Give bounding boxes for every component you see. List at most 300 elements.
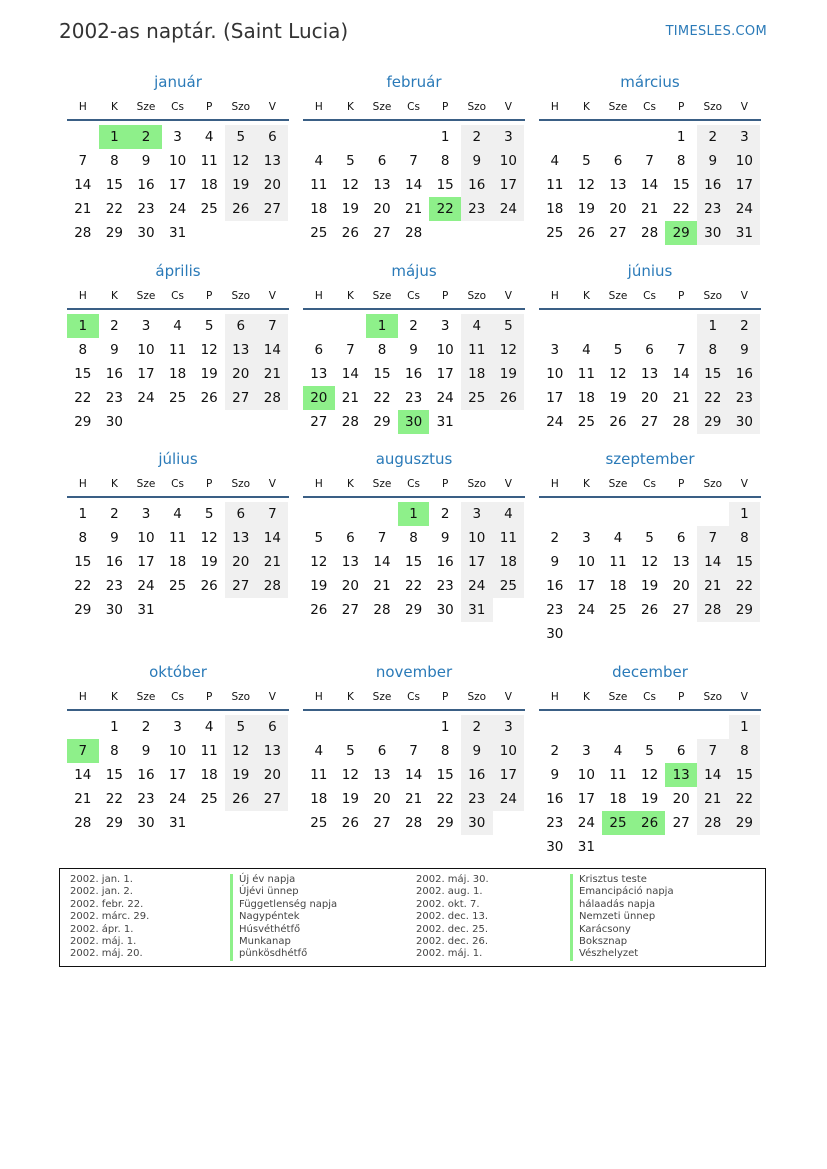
legend-date: 2002. dec. 25.	[416, 923, 489, 935]
day-cell: 7	[409, 743, 418, 759]
month-name: április	[155, 262, 201, 280]
day-cell: 16	[404, 366, 423, 382]
day-cell: 29	[74, 414, 92, 430]
day-cell: 8	[377, 342, 387, 358]
day-grid	[303, 314, 525, 434]
day-cell: 5	[225, 715, 257, 739]
day-cell: 6	[613, 153, 623, 169]
month-1	[303, 70, 525, 245]
empty-cell	[697, 715, 729, 739]
day-cell: 21	[640, 201, 659, 217]
legend-date: 2002. máj. 30.	[416, 874, 489, 885]
day-cell: 11	[461, 338, 493, 362]
day-cell: 2	[461, 125, 493, 149]
day-cell: 10	[137, 342, 155, 358]
day-cell: 20	[225, 550, 257, 574]
weekday-header	[303, 685, 525, 711]
weekday-label: Cs	[643, 478, 656, 490]
weekday-label: Szo	[703, 101, 723, 113]
day-cell: 8	[110, 743, 119, 759]
day-cell: 25	[546, 225, 564, 241]
day-cell: 27	[341, 602, 359, 618]
month-4	[303, 259, 525, 434]
day-cell: 7	[78, 153, 88, 169]
legend-holiday-name: Nagypéntek	[230, 911, 300, 923]
day-cell: 28	[341, 414, 359, 430]
day-cell: 28	[697, 811, 729, 835]
day-cell: 1	[729, 502, 761, 526]
day-cell: 20	[672, 791, 690, 807]
day-cell: 6	[377, 153, 387, 169]
day-cell: 3	[173, 129, 182, 145]
day-cell: 6	[257, 715, 289, 739]
weekday-label: Cs	[407, 478, 420, 490]
weekday-label: Cs	[171, 478, 184, 490]
weekday-label: Szo	[467, 290, 487, 302]
legend-date: 2002. okt. 7.	[416, 898, 480, 910]
empty-cell	[571, 314, 603, 338]
day-cell: 7	[676, 342, 686, 358]
empty-cell	[67, 125, 99, 149]
legend-date: 2002. ápr. 1.	[70, 923, 134, 935]
day-grid	[539, 125, 761, 245]
weekday-label: H	[314, 101, 323, 113]
day-cell: 1	[78, 506, 88, 522]
day-cell: 9	[110, 342, 119, 358]
day-cell: 12	[310, 554, 328, 570]
day-cell: 3	[582, 530, 591, 546]
day-cell: 30	[729, 410, 761, 434]
day-cell: 1	[99, 125, 131, 149]
day-cell: 23	[546, 602, 564, 618]
weekday-label: V	[740, 101, 748, 113]
weekday-label: P	[678, 290, 685, 302]
day-cell: 18	[310, 201, 328, 217]
day-cell: 10	[493, 739, 525, 763]
day-cell: 31	[461, 598, 493, 622]
empty-cell	[571, 715, 603, 739]
day-cell: 22	[74, 390, 92, 406]
day-cell: 24	[577, 815, 595, 831]
weekday-header	[539, 284, 761, 310]
day-cell: 19	[493, 362, 525, 386]
day-cell: 29	[665, 221, 697, 245]
weekday-label: P	[206, 290, 213, 302]
day-cell: 22	[697, 386, 729, 410]
day-cell: 19	[341, 791, 359, 807]
day-cell: 8	[697, 338, 729, 362]
day-cell: 17	[493, 173, 525, 197]
day-cell: 26	[200, 578, 218, 594]
weekday-header	[303, 284, 525, 310]
day-cell: 23	[404, 390, 423, 406]
day-cell: 27	[225, 574, 257, 598]
day-cell: 15	[105, 767, 123, 783]
day-cell: 27	[373, 225, 391, 241]
legend-holiday-name: hálaadás napja	[570, 899, 655, 911]
weekday-label: Szo	[231, 101, 251, 113]
day-cell: 11	[200, 743, 218, 759]
day-cell: 19	[640, 578, 659, 594]
day-cell: 4	[461, 314, 493, 338]
day-cell: 27	[672, 815, 690, 831]
day-cell: 28	[697, 598, 729, 622]
weekday-label: P	[206, 478, 213, 490]
day-cell: 20	[373, 201, 391, 217]
day-cell: 2	[729, 314, 761, 338]
day-cell: 6	[314, 342, 324, 358]
empty-cell	[602, 314, 634, 338]
day-cell: 27	[310, 414, 328, 430]
day-cell: 17	[137, 554, 155, 570]
day-cell: 12	[577, 177, 595, 193]
weekday-label: Sze	[136, 290, 156, 302]
day-cell: 10	[729, 149, 761, 173]
day-cell: 10	[168, 153, 187, 169]
day-cell: 14	[74, 767, 92, 783]
day-cell: 21	[341, 390, 359, 406]
month-name: november	[375, 663, 453, 681]
empty-cell	[335, 502, 367, 526]
weekday-label: V	[504, 478, 512, 490]
legend-holiday-name: Krisztus teste	[570, 874, 647, 886]
weekday-label: V	[740, 290, 748, 302]
day-cell: 23	[137, 201, 155, 217]
day-cell: 17	[137, 366, 155, 382]
day-cell: 18	[200, 177, 218, 193]
weekday-label: K	[110, 290, 118, 302]
day-grid	[67, 314, 289, 434]
day-cell: 28	[404, 225, 423, 241]
day-cell: 1	[440, 719, 450, 735]
weekday-label: K	[110, 478, 118, 490]
day-cell: 10	[577, 554, 595, 570]
day-cell: 18	[168, 366, 187, 382]
day-cell: 29	[729, 811, 761, 835]
legend-holiday-name: Nemzeti ünnep	[570, 911, 655, 923]
day-cell: 22	[729, 787, 761, 811]
day-cell: 8	[729, 526, 761, 550]
weekday-label: V	[740, 478, 748, 490]
day-cell: 16	[137, 767, 155, 783]
day-cell: 15	[404, 554, 423, 570]
day-cell: 10	[493, 149, 525, 173]
day-cell: 15	[373, 366, 391, 382]
weekday-label: V	[504, 290, 512, 302]
day-cell: 13	[257, 739, 289, 763]
day-cell: 8	[409, 530, 418, 546]
day-cell: 5	[493, 314, 525, 338]
day-cell: 25	[168, 390, 187, 406]
weekday-header	[67, 472, 289, 498]
day-cell: 26	[341, 815, 359, 831]
day-cell: 5	[225, 125, 257, 149]
day-cell: 12	[341, 177, 359, 193]
empty-cell	[303, 314, 335, 338]
empty-cell	[665, 314, 697, 338]
day-cell: 21	[74, 201, 92, 217]
day-grid	[303, 125, 525, 245]
day-cell: 29	[729, 598, 761, 622]
weekday-label: Cs	[171, 691, 184, 703]
weekday-label: K	[582, 290, 590, 302]
weekday-label: H	[550, 290, 559, 302]
month-name: március	[620, 73, 680, 91]
day-cell: 14	[257, 338, 289, 362]
day-cell: 6	[346, 530, 355, 546]
day-cell: 16	[729, 362, 761, 386]
day-cell: 16	[697, 173, 729, 197]
weekday-label: Szo	[703, 691, 723, 703]
day-cell: 8	[729, 739, 761, 763]
day-cell: 30	[697, 221, 729, 245]
weekday-label: Sze	[136, 101, 156, 113]
day-cell: 16	[436, 554, 454, 570]
day-cell: 8	[440, 153, 450, 169]
weekday-label: K	[582, 101, 590, 113]
day-cell: 7	[645, 153, 654, 169]
weekday-header	[539, 472, 761, 498]
day-cell: 24	[493, 197, 525, 221]
day-cell: 19	[200, 554, 218, 570]
empty-cell	[634, 125, 666, 149]
day-cell: 18	[577, 390, 595, 406]
month-name: október	[149, 663, 207, 681]
day-cell: 29	[105, 225, 123, 241]
brand-link[interactable]: TIMESLES.COM	[665, 24, 767, 39]
day-cell: 13	[225, 338, 257, 362]
day-cell: 20	[672, 578, 690, 594]
day-cell: 12	[225, 739, 257, 763]
weekday-header	[539, 685, 761, 711]
day-cell: 14	[672, 366, 690, 382]
weekday-label: K	[582, 478, 590, 490]
day-cell: 19	[577, 201, 595, 217]
empty-cell	[335, 125, 367, 149]
day-cell: 20	[257, 173, 289, 197]
legend-holiday-name: Vészhelyzet	[570, 948, 638, 960]
weekday-label: H	[78, 290, 87, 302]
day-cell: 1	[697, 314, 729, 338]
day-cell: 23	[436, 578, 454, 594]
weekday-label: K	[346, 478, 354, 490]
weekday-label: V	[268, 691, 276, 703]
page-title: 2002-as naptár. (Saint Lucia)	[59, 19, 349, 43]
day-cell: 3	[461, 502, 493, 526]
day-cell: 6	[676, 530, 686, 546]
day-cell: 25	[200, 791, 218, 807]
empty-cell	[602, 502, 634, 526]
day-cell: 24	[577, 602, 595, 618]
day-cell: 9	[461, 149, 493, 173]
day-cell: 3	[173, 719, 182, 735]
day-cell: 29	[404, 602, 423, 618]
day-cell: 26	[609, 414, 627, 430]
day-cell: 25	[310, 225, 328, 241]
empty-cell	[539, 314, 571, 338]
day-cell: 2	[550, 743, 560, 759]
weekday-label: H	[78, 691, 87, 703]
day-cell: 2	[697, 125, 729, 149]
weekday-label: Szo	[467, 478, 487, 490]
day-cell: 2	[461, 715, 493, 739]
day-cell: 23	[697, 197, 729, 221]
day-cell: 22	[436, 791, 454, 807]
day-cell: 12	[200, 342, 218, 358]
day-cell: 12	[640, 554, 659, 570]
legend-holiday-name: Karácsony	[570, 924, 631, 936]
day-cell: 9	[729, 338, 761, 362]
weekday-header	[303, 472, 525, 498]
day-cell: 20	[373, 791, 391, 807]
empty-cell	[303, 502, 335, 526]
day-cell: 17	[168, 177, 187, 193]
day-grid	[539, 715, 761, 859]
weekday-label: Cs	[407, 691, 420, 703]
day-cell: 21	[74, 791, 92, 807]
day-cell: 6	[257, 125, 289, 149]
empty-cell	[303, 715, 335, 739]
weekday-label: Cs	[171, 101, 184, 113]
day-cell: 6	[377, 743, 387, 759]
weekday-label: P	[442, 290, 449, 302]
day-cell: 3	[550, 342, 560, 358]
legend-holiday-name: Emancipáció napja	[570, 886, 674, 898]
day-cell: 26	[225, 787, 257, 811]
day-cell: 24	[168, 201, 187, 217]
day-cell: 9	[409, 342, 418, 358]
day-cell: 8	[676, 153, 686, 169]
day-cell: 25	[609, 602, 627, 618]
weekday-label: Sze	[372, 478, 392, 490]
day-cell: 8	[78, 530, 88, 546]
day-cell: 9	[550, 767, 560, 783]
day-cell: 15	[729, 763, 761, 787]
day-cell: 15	[74, 366, 92, 382]
day-grid	[303, 715, 525, 835]
weekday-label: Cs	[407, 290, 420, 302]
day-cell: 4	[582, 342, 591, 358]
day-cell: 31	[137, 602, 155, 618]
day-cell: 14	[257, 526, 289, 550]
weekday-label: H	[550, 101, 559, 113]
weekday-label: K	[346, 691, 354, 703]
empty-cell	[303, 125, 335, 149]
empty-cell	[571, 125, 603, 149]
day-cell: 14	[697, 763, 729, 787]
day-cell: 12	[341, 767, 359, 783]
day-cell: 30	[137, 225, 155, 241]
day-cell: 25	[310, 815, 328, 831]
day-cell: 21	[697, 574, 729, 598]
month-name: május	[391, 262, 437, 280]
day-cell: 4	[613, 530, 623, 546]
day-cell: 7	[67, 739, 99, 763]
empty-cell	[398, 715, 430, 739]
day-cell: 29	[436, 815, 454, 831]
day-cell: 1	[729, 715, 761, 739]
day-cell: 2	[550, 530, 560, 546]
day-cell: 9	[141, 743, 151, 759]
empty-cell	[634, 502, 666, 526]
weekday-header	[67, 95, 289, 121]
day-cell: 22	[404, 578, 423, 594]
weekday-label: V	[504, 101, 512, 113]
month-7	[303, 447, 525, 622]
legend-date: 2002. aug. 1.	[416, 886, 483, 898]
day-cell: 28	[672, 414, 690, 430]
legend-date: 2002. dec. 26.	[416, 936, 489, 947]
day-cell: 28	[74, 815, 92, 831]
weekday-label: Szo	[703, 290, 723, 302]
day-cell: 10	[577, 767, 595, 783]
day-cell: 6	[225, 502, 257, 526]
day-cell: 22	[729, 574, 761, 598]
empty-cell	[539, 125, 571, 149]
day-cell: 4	[314, 743, 324, 759]
day-cell: 7	[257, 502, 289, 526]
month-name: augusztus	[375, 450, 453, 468]
day-cell: 11	[168, 342, 187, 358]
day-cell: 16	[461, 763, 493, 787]
day-cell: 6	[676, 743, 686, 759]
day-cell: 26	[200, 390, 218, 406]
day-cell: 19	[200, 366, 218, 382]
day-cell: 11	[200, 153, 218, 169]
day-cell: 11	[609, 554, 627, 570]
weekday-label: Cs	[643, 691, 656, 703]
day-cell: 5	[613, 342, 623, 358]
day-cell: 28	[640, 225, 659, 241]
day-cell: 18	[609, 791, 627, 807]
weekday-label: Sze	[608, 691, 628, 703]
day-cell: 12	[609, 366, 627, 382]
day-cell: 14	[341, 366, 359, 382]
legend-date: 2002. máj. 20.	[70, 948, 143, 960]
day-cell: 31	[436, 414, 454, 430]
day-cell: 7	[697, 739, 729, 763]
day-cell: 5	[582, 153, 591, 169]
day-cell: 29	[74, 602, 92, 618]
day-cell: 11	[168, 530, 187, 546]
day-cell: 14	[640, 177, 659, 193]
empty-cell	[398, 125, 430, 149]
day-cell: 27	[672, 602, 690, 618]
legend-date: 2002. máj. 1.	[416, 948, 483, 960]
day-cell: 7	[409, 153, 418, 169]
day-cell: 25	[493, 574, 525, 598]
day-cell: 5	[346, 153, 355, 169]
empty-cell	[697, 502, 729, 526]
empty-cell	[665, 502, 697, 526]
legend-holiday-name: Húsvéthétfő	[230, 924, 300, 936]
day-cell: 27	[609, 225, 627, 241]
day-cell: 31	[168, 225, 187, 241]
day-cell: 15	[436, 177, 454, 193]
day-cell: 11	[310, 767, 328, 783]
day-cell: 5	[645, 530, 654, 546]
day-cell: 5	[204, 506, 214, 522]
day-cell: 22	[373, 390, 391, 406]
weekday-label: P	[442, 691, 449, 703]
day-cell: 3	[141, 506, 151, 522]
weekday-label: P	[678, 478, 685, 490]
day-cell: 4	[173, 506, 182, 522]
day-cell: 28	[404, 815, 423, 831]
weekday-label: K	[110, 691, 118, 703]
legend-date: 2002. febr. 22.	[70, 898, 144, 910]
legend-date: 2002. márc. 29.	[70, 911, 150, 923]
